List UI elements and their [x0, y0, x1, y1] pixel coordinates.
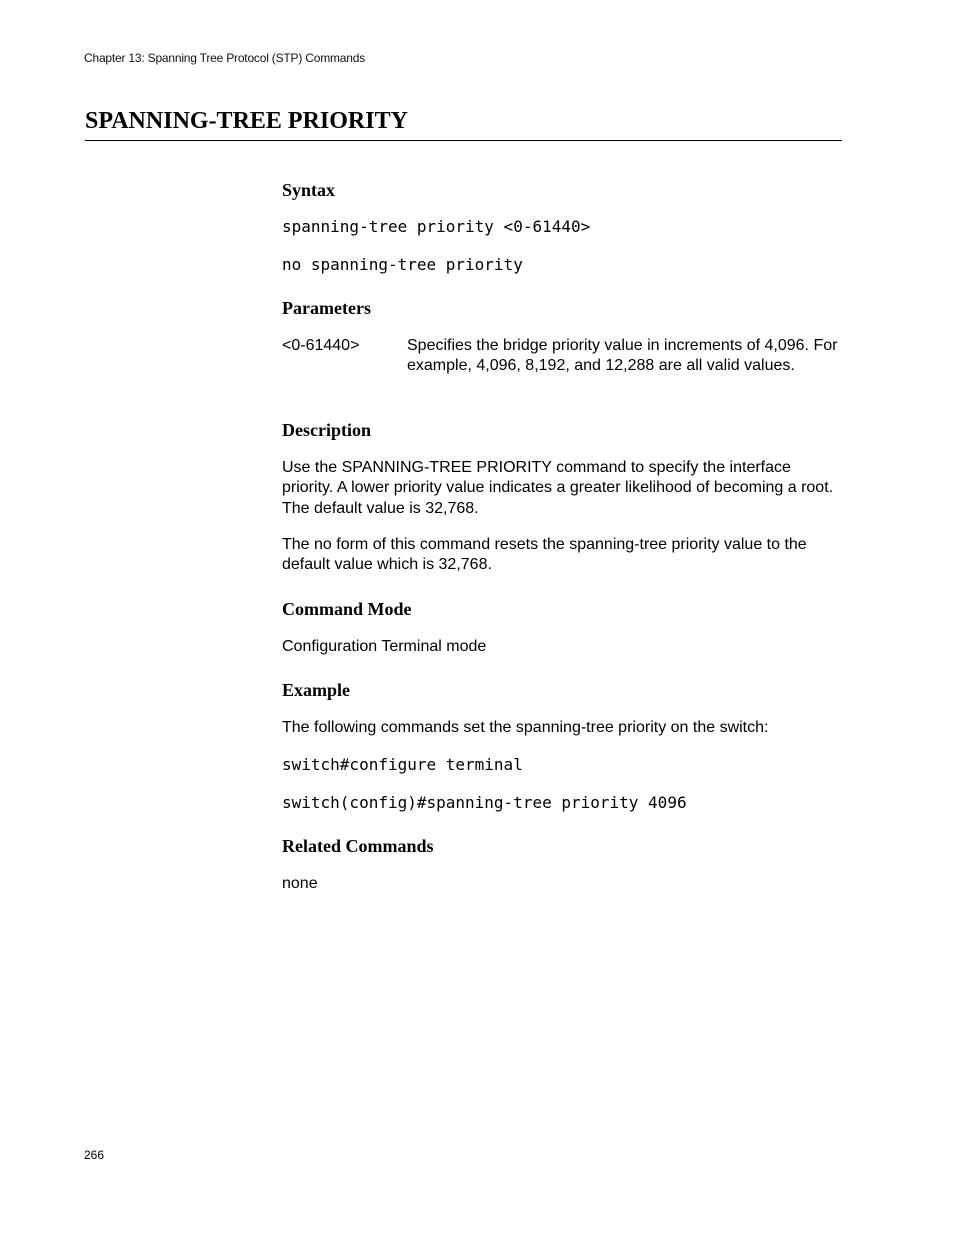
description-paragraph: Use the SPANNING-TREE PRIORITY command to specify the interface priority. A lower priority value indicates a greater likelihood of becoming a root. The default value is 32,768.	[282, 459, 834, 517]
page-number: 266	[84, 1148, 105, 1162]
related-commands-text: none	[282, 875, 318, 892]
parameter-description: Specifies the bridge priority value in increments of 4,096. For example, 4,096, 8,192, and 12,288 are all valid values.	[407, 337, 838, 375]
command-mode-heading: Command Mode	[282, 599, 412, 619]
example-heading: Example	[282, 680, 351, 700]
parameters-heading: Parameters	[282, 298, 371, 318]
running-header: Chapter 13: Spanning Tree Protocol (STP) Commands	[84, 51, 366, 65]
description-paragraph-no-form: The no form of this command resets the spanning-tree priority value to the default value which is 32,768.	[282, 536, 807, 574]
example-command-line: switch(config)#spanning-tree priority 4096	[282, 793, 687, 812]
example-intro: The following commands set the spanning-tree priority on the switch:	[282, 719, 769, 736]
syntax-line: spanning-tree priority <0-61440>	[282, 217, 591, 236]
command-mode-text: Configuration Terminal mode	[282, 638, 487, 655]
syntax-heading: Syntax	[282, 180, 336, 200]
title-divider	[85, 140, 842, 141]
example-command-line: switch#configure terminal	[282, 755, 523, 774]
description-heading: Description	[282, 420, 371, 440]
related-commands-heading: Related Commands	[282, 836, 434, 856]
parameter-name: <0-61440>	[282, 337, 360, 354]
syntax-line-no-form: no spanning-tree priority	[282, 255, 523, 274]
page-title: SPANNING-TREE PRIORITY	[85, 108, 408, 134]
